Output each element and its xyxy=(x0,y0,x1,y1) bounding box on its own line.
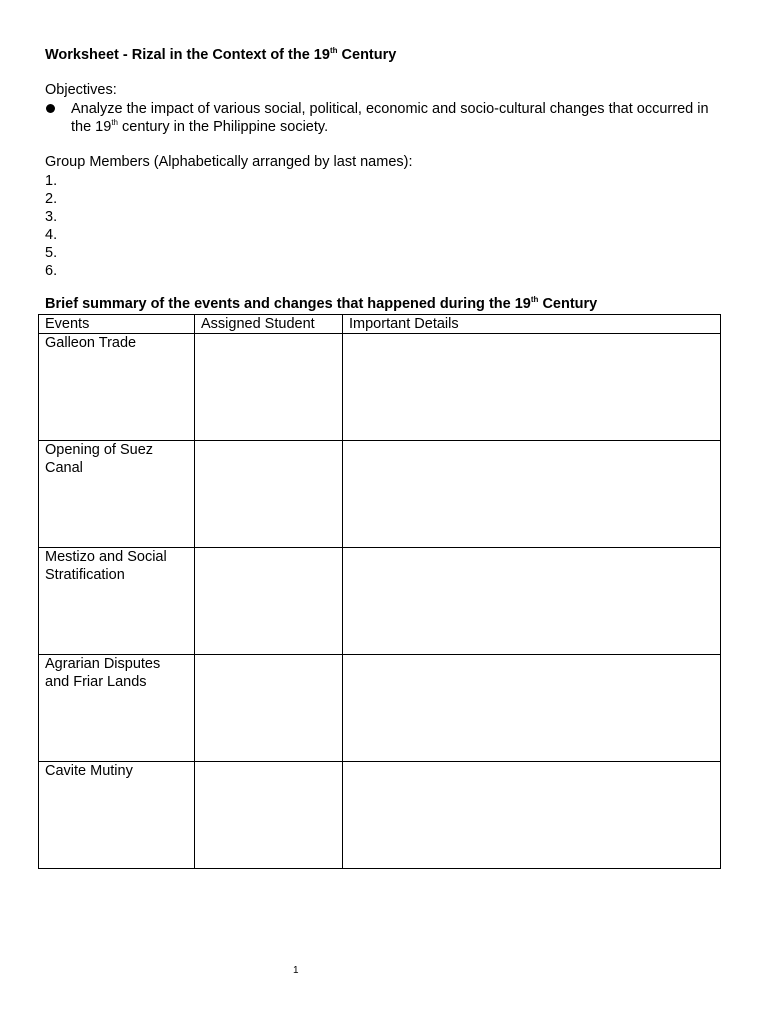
member-slot-4[interactable]: 4. xyxy=(45,227,58,243)
member-slot-1[interactable]: 1. xyxy=(45,173,58,189)
table-caption xyxy=(45,296,597,312)
objective-text: Analyze the impact of various social, political, economic and socio-cultural changes that occurred in the 19 xyxy=(71,101,709,135)
header-assigned-student: Assigned Student xyxy=(195,315,343,334)
title-text-end: Century xyxy=(337,47,397,63)
event-cell: Cavite Mutiny xyxy=(39,762,195,869)
header-important-details: Important Details xyxy=(343,315,721,334)
objective-item xyxy=(71,100,731,136)
page-number: 1 xyxy=(293,965,299,976)
details-cell[interactable] xyxy=(343,334,721,441)
member-slot-6[interactable]: 6. xyxy=(45,263,58,279)
member-slot-2[interactable]: 2. xyxy=(45,191,58,207)
event-cell: Mestizo and Social Stratification xyxy=(39,548,195,655)
title-text: Worksheet - Rizal in the Context of the 19 xyxy=(45,47,330,63)
table-row xyxy=(39,655,721,762)
member-slot-3[interactable]: 3. xyxy=(45,209,58,225)
events-table xyxy=(38,314,721,869)
student-cell[interactable] xyxy=(195,655,343,762)
table-row xyxy=(39,762,721,869)
event-cell: Agrarian Disputes and Friar Lands xyxy=(39,655,195,762)
table-row xyxy=(39,441,721,548)
details-cell[interactable] xyxy=(343,441,721,548)
worksheet-title xyxy=(45,47,396,63)
caption-superscript: th xyxy=(530,295,539,304)
details-cell[interactable] xyxy=(343,655,721,762)
caption-text-end: Century xyxy=(538,296,598,312)
event-cell: Opening of Suez Canal xyxy=(39,441,195,548)
header-events: Events xyxy=(39,315,195,334)
table-row xyxy=(39,548,721,655)
table-row xyxy=(39,334,721,441)
student-cell[interactable] xyxy=(195,334,343,441)
group-members-label: Group Members (Alphabetically arranged by last names): xyxy=(45,154,413,170)
objectives-label: Objectives: xyxy=(45,82,117,98)
member-slot-5[interactable]: 5. xyxy=(45,245,58,261)
student-cell[interactable] xyxy=(195,548,343,655)
student-cell[interactable] xyxy=(195,441,343,548)
student-cell[interactable] xyxy=(195,762,343,869)
event-cell: Galleon Trade xyxy=(39,334,195,441)
details-cell[interactable] xyxy=(343,548,721,655)
title-superscript: th xyxy=(329,46,338,55)
details-cell[interactable] xyxy=(343,762,721,869)
objective-superscript: th xyxy=(111,118,118,127)
bullet-icon xyxy=(46,104,55,113)
group-members-list xyxy=(45,172,57,280)
table-header-row xyxy=(39,315,721,334)
caption-text: Brief summary of the events and changes that happened during the 19 xyxy=(45,296,531,312)
objective-text-end: century in the Philippine society. xyxy=(118,119,329,135)
